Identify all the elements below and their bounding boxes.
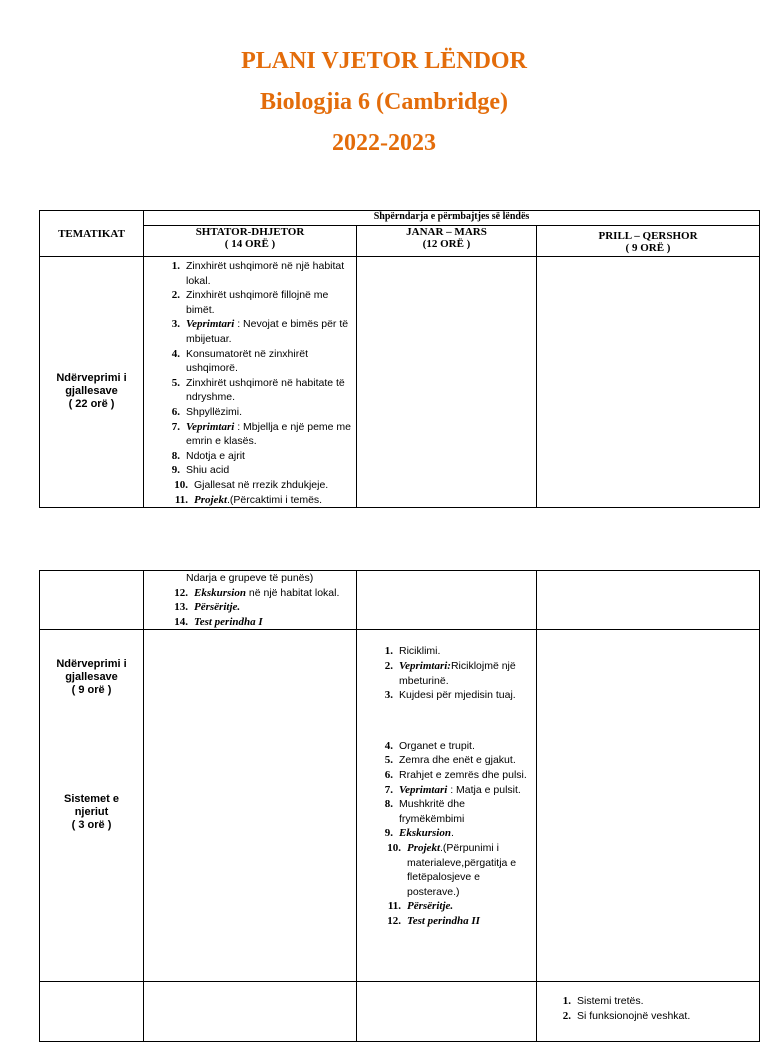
lesson-number: 8. [384,798,393,811]
plan-table-part1 [39,210,760,508]
lesson-text [399,783,532,798]
plan-subtitle: Biologjia 6 (Cambridge) [260,89,508,115]
lesson-emphasis: Projekt [407,841,440,854]
lesson-item [379,797,532,826]
lesson-item [166,259,352,288]
lesson-item [166,586,352,601]
lesson-emphasis: Veprimtari [186,420,235,433]
lesson-list [166,259,352,507]
lesson-text [399,768,532,783]
lesson-item [379,688,532,703]
lesson-text [399,797,532,826]
lesson-list [166,586,352,630]
lesson-emphasis: Përsëritje. [194,601,241,614]
header-period-3: PRILL – QERSHOR ( 9 ORË ) [537,226,760,257]
lesson-item [557,1009,755,1024]
header-period-2: JANAR – MARS (12 ORË ) [357,226,537,257]
lesson-item [166,420,352,449]
period-2-content [357,630,537,982]
plan-year: 2022-2023 [332,130,436,156]
period-2-content [357,982,537,1042]
lesson-emphasis: Test perindha I [194,615,263,628]
lesson-text [186,405,352,420]
lesson-description: Zinxhirët ushqimorë fillojnë me bimët. [186,289,329,316]
lesson-description: Rrahjet e zemrës dhe pulsi. [399,768,527,781]
lesson-text [186,463,352,478]
header-period-1: SHTATOR-DHJETOR ( 14 ORË ) [144,226,357,257]
lesson-description: : Nevojat e bimës për të mbijetuar. [186,318,349,345]
lesson-text [186,420,352,449]
lesson-text [399,688,532,703]
lesson-item [166,493,352,508]
lesson-item [379,753,532,768]
lesson-item [166,288,352,317]
lesson-description: .(Përpunimi i materialeve,përgatitja e fletëpalosjeve e posterave.) [407,841,517,898]
lesson-number: 6. [171,405,180,418]
lesson-item [379,899,532,914]
lesson-description: Shpyllëzimi. [186,405,243,418]
lesson-number: 11. [174,493,188,506]
lesson-list [379,644,532,702]
lesson-description: : Matja e pulsit. [447,783,521,796]
lesson-item [166,376,352,405]
period-3-content [537,571,760,630]
lesson-text [186,288,352,317]
header-tematikat: TEMATIKAT [40,211,144,257]
lesson-text [399,659,532,688]
lesson-description: . [450,827,454,840]
lesson-number: 4. [171,347,180,360]
lesson-item [166,463,352,478]
lesson-item [379,768,532,783]
lesson-number: 14. [174,615,188,628]
lesson-text [194,493,352,508]
lesson-emphasis: Test perindha II [407,914,480,927]
lesson-text [194,600,352,615]
lesson-item [166,449,352,464]
lesson-text [399,644,532,659]
lesson-number: 2. [384,659,393,672]
theme-cell-empty [40,571,144,630]
period-1-continuation [144,571,357,630]
lesson-description: Zemra dhe enët e gjakut. [399,754,516,767]
lesson-number: 2. [171,289,180,302]
lesson-emphasis: Projekt [194,493,227,506]
lesson-emphasis: Veprimtari: [399,659,451,672]
continuation-text: Ndarja e grupeve të punës) [186,572,314,584]
lesson-description: Shiu acid [186,464,230,477]
lesson-emphasis: Ekskursion [194,586,246,599]
lesson-number: 10. [387,841,401,854]
theme-nderveprimi: Ndërveprimi i gjallesave ( 9 orë ) [56,658,127,697]
lesson-emphasis: Përsëritje. [407,900,454,913]
theme-cell-empty [40,982,144,1042]
lesson-text [399,753,532,768]
lesson-item [166,347,352,376]
lesson-item [379,644,532,659]
lesson-text [186,449,352,464]
lesson-text [194,586,352,601]
period-1-content [144,257,357,508]
lesson-number: 10. [174,478,188,491]
lesson-description: Zinxhirët ushqimorë në një habitat lokal. [186,260,345,287]
period-3-content [537,257,760,508]
lesson-text [577,1009,755,1024]
lesson-number: 9. [384,827,393,840]
lesson-description: Gjallesat në rrezik zhdukjeje. [194,478,329,491]
lesson-number: 7. [384,783,393,796]
period-2-content [357,571,537,630]
period-3-content [537,982,760,1042]
lesson-number: 2. [562,1009,571,1022]
lesson-number: 8. [171,449,180,462]
lesson-emphasis: Ekskursion [399,827,451,840]
lesson-number: 1. [384,645,393,658]
lesson-text [399,739,532,754]
header-distribution: Shpërndarja e përmbajtjes së lëndës [144,211,760,226]
lesson-description: Sistemi tretës. [577,995,644,1008]
lesson-number: 12. [387,914,401,927]
lesson-description: Kujdesi për mjedisin tuaj. [399,689,516,702]
lesson-item [379,739,532,754]
lesson-description: Zinxhirët ushqimorë në habitate të ndryshme. [186,376,345,404]
lesson-number: 11. [387,900,401,913]
period-1-content [144,982,357,1042]
lesson-item [379,659,532,688]
theme-sistemet: Sistemet e njeriut ( 3 orë ) [63,793,120,832]
lesson-description: Ndotja e ajrit [186,449,245,462]
lesson-text [186,347,352,376]
period-3-content [537,630,760,982]
lesson-number: 13. [174,601,188,614]
lesson-description: Si funksionojnë veshkat. [577,1009,691,1022]
lesson-number: 5. [171,376,180,389]
lesson-text [407,841,532,899]
lesson-text [407,914,532,929]
lesson-description: .(Përcaktimi i temës. [227,493,323,506]
lesson-item [557,994,755,1009]
lesson-item [166,317,352,346]
period-2-content [357,257,537,508]
lesson-number: 7. [171,420,180,433]
lesson-text [186,317,352,346]
lesson-description: Konsumatorët në zinxhirët ushqimorë. [186,347,308,375]
lesson-item [379,826,532,841]
lesson-description: në një habitat lokal. [245,586,340,599]
lesson-item [379,914,532,929]
lesson-item [379,783,532,798]
lesson-list [557,994,755,1023]
lesson-number: 3. [384,689,393,702]
lesson-text [577,994,755,1009]
lesson-item [379,841,532,899]
lesson-item [166,615,352,630]
lesson-item [166,600,352,615]
lesson-number: 5. [384,754,393,767]
plan-table-part2 [39,570,760,1042]
lesson-number: 12. [174,586,188,599]
lesson-number: 6. [384,768,393,781]
lesson-text [399,826,532,841]
lesson-description: Mushkritë dhe frymëkëmbimi [399,798,465,825]
lesson-emphasis: Veprimtari [186,318,235,331]
lesson-text [194,478,352,493]
lesson-number: 4. [384,739,393,752]
theme-cell-nderveprimi: Ndërveprimi i gjallesave ( 22 orë ) [40,257,144,508]
lesson-number: 1. [562,995,571,1008]
lesson-description: : Mbjellja e një peme me emrin e klasës. [186,420,352,448]
lesson-description: Riciklojmë një mbeturinë. [399,659,516,687]
lesson-description: Organet e trupit. [399,739,475,752]
period-1-content [144,630,357,982]
lesson-text [194,615,352,630]
lesson-description: Riciklimi. [399,645,441,658]
lesson-item [166,478,352,493]
lesson-text [407,899,532,914]
lesson-number: 1. [171,260,180,272]
lesson-text [186,376,352,405]
lesson-item [166,405,352,420]
lesson-emphasis: Veprimtari [399,783,448,796]
plan-title: PLANI VJETOR LËNDOR [241,48,527,74]
lesson-number: 3. [171,318,180,331]
lesson-text [186,259,352,288]
lesson-number: 9. [171,464,180,477]
theme-cell-multi [40,630,144,982]
lesson-list [379,739,532,929]
